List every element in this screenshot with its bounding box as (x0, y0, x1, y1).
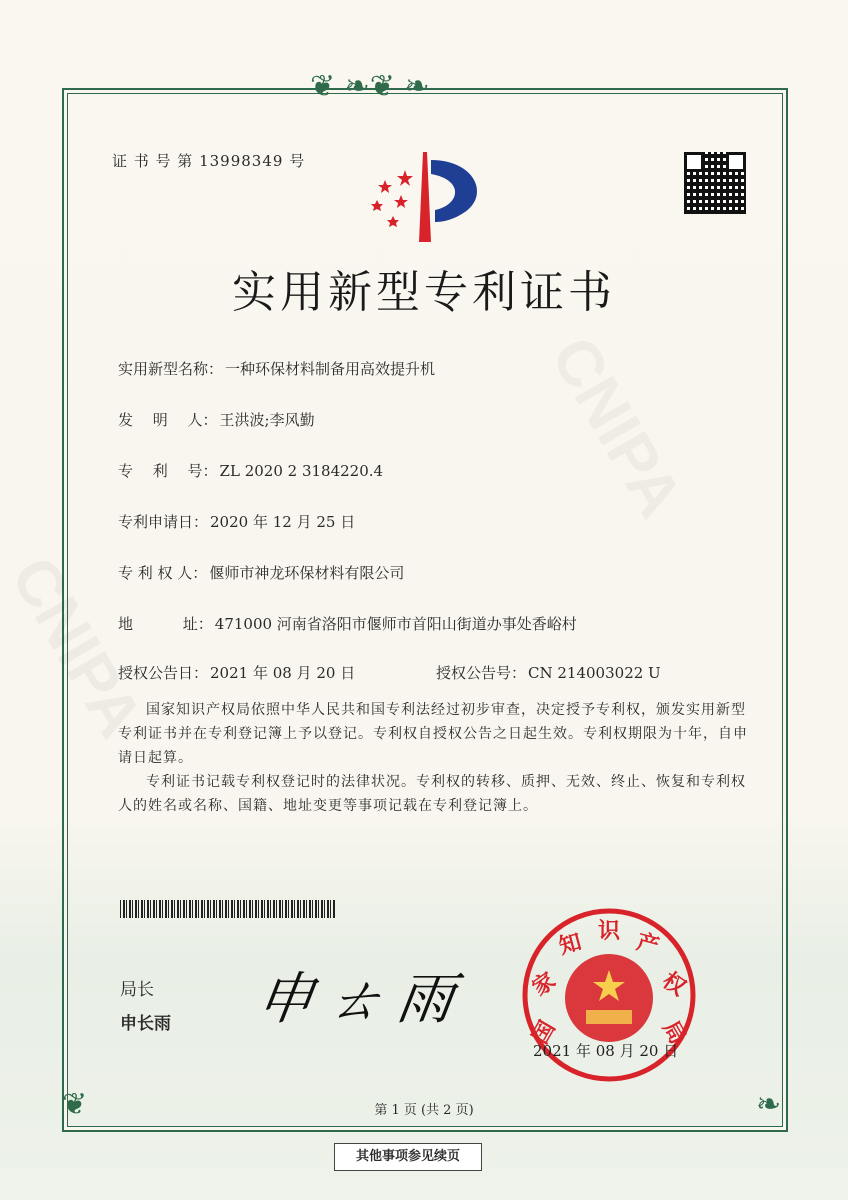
signatory-role: 局长 (120, 980, 154, 1000)
barcode (120, 900, 336, 918)
seal-date: 2021 年 08 月 20 日 (533, 1042, 679, 1060)
svg-text:权: 权 (657, 968, 690, 1002)
field-patent-number: 专 利 号： ZL 2020 2 3184220.4 (118, 462, 384, 480)
field-application-date: 专利申请日： 2020 年 12 月 25 日 (118, 513, 356, 531)
svg-text:产: 产 (633, 929, 662, 960)
statement-paragraph: 国家知识产权局依照中华人民共和国专利法经过初步审查，决定授予专利权，颁发实用新型专利证书并在专利登记簿上予以登记。专利权自授权公告之日起生效。专利权期限为十年，自申请日起算。 (118, 702, 748, 766)
signature: 申ㄊ雨 (252, 967, 472, 1032)
svg-text:国: 国 (528, 1016, 561, 1049)
qr-code (684, 152, 746, 214)
svg-text:识: 识 (597, 919, 621, 944)
svg-text:知: 知 (556, 929, 585, 960)
ornament-top-icon: ❦ ❧❦ ❧ (310, 69, 430, 104)
field-inventors: 发 明 人： 王洪波;李风勤 (118, 411, 315, 429)
certificate-number: 证 书 号 第 13998349 号 (112, 152, 306, 170)
field-address: 地 址： 471000 河南省洛阳市偃师市首阳山街道办事处香峪村 (118, 615, 577, 633)
certificate-title: 实用新型专利证书 (232, 267, 616, 318)
page-number: 第 1 页 (共 2 页) (374, 1103, 474, 1118)
field-utility-model-name: 实用新型名称： 一种环保材料制备用高效提升机 (118, 360, 436, 378)
field-grant-date: 授权公告日： 2021 年 08 月 20 日 (118, 664, 356, 682)
statement-paragraph: 专利证书记载专利权登记时的法律状况。专利权的转移、质押、无效、终止、恢复和专利权人的姓名或名称、国籍、地址变更等事项记载在专利登记簿上。 (118, 774, 746, 814)
other-notice: 其他事项参见续页 (334, 1143, 482, 1171)
signatory-name: 申长雨 (120, 1014, 171, 1034)
cnipa-logo-icon (365, 150, 490, 245)
svg-text:家: 家 (528, 968, 561, 1002)
ornament-corner-icon: ❧ (756, 1087, 782, 1122)
svg-text:局: 局 (657, 1016, 690, 1049)
field-announcement-number: 授权公告号： CN 214003022 U (436, 664, 661, 682)
ornament-corner-icon: ❦ (62, 1087, 88, 1122)
field-patentee: 专 利 权 人： 偃师市神龙环保材料有限公司 (118, 564, 405, 582)
